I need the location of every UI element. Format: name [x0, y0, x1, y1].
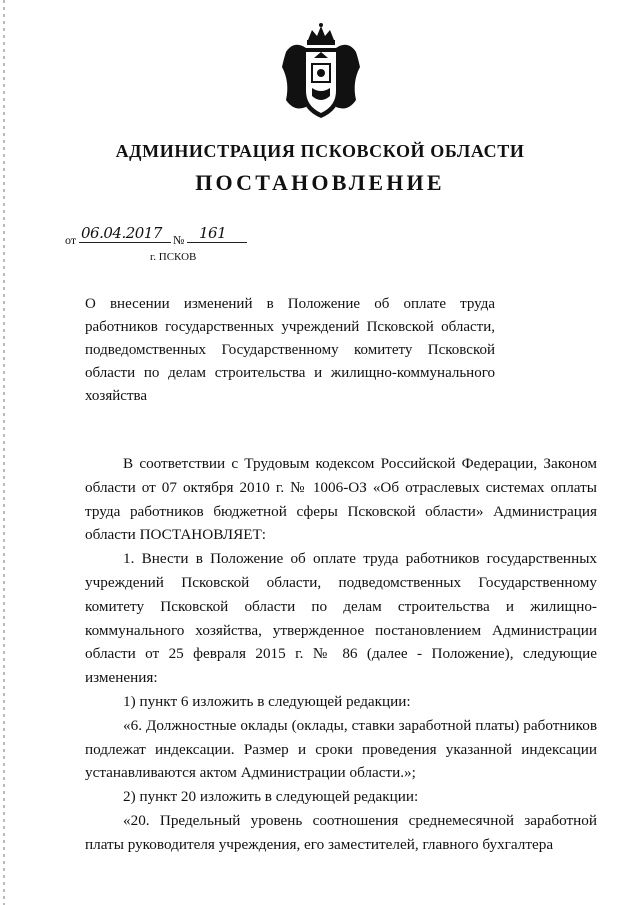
document-type: ПОСТАНОВЛЕНИЕ	[195, 170, 445, 195]
date-number-line	[65, 226, 265, 246]
document-body	[85, 452, 597, 857]
organization-name: АДМИНИСТРАЦИЯ ПСКОВСКОЙ ОБЛАСТИ	[115, 141, 525, 161]
paragraph: «20. Предельный уровень соотношения среднемесячной заработной платы руководителя учреждения, его заместителей, главного бухгалтера	[85, 811, 597, 853]
pskov-coat-of-arms-icon	[276, 22, 366, 122]
scan-edge	[3, 0, 5, 905]
paragraph: «6. Должностные оклады (оклады, ставки заработной платы) работников подлежат индексации. Размер и сроки проведения указанной индексации устанавливаются актом Администрации области.»;	[85, 716, 597, 782]
paragraph: 1. Внести в Положение об оплате труда работников государственных учреждений Псковской области, подведомственных Государственному комитету Псковской области по делам строительства и жилищно-коммунального хозяйства, утвержденное постановлением Администрации области от 25 февраля 2015 г. № 86 (далее - Положение), следующие изменения:	[85, 550, 597, 687]
number-value: 161	[199, 224, 227, 242]
number-underline	[187, 242, 247, 243]
paragraph: В соответствии с Трудовым кодексом Российской Федерации, Законом области от 07 октября 2010 г. № 1006-ОЗ «Об отраслевых системах оплаты труда работников бюджетной сферы Псковской области» Администрация области ПОСТАНОВЛЯЕТ:	[85, 455, 597, 544]
document-subject: О внесении изменений в Положение об оплате труда работников государственных учреждений Псковской области, подведомственных Государственному комитету Псковской области по делам строительства и жилищно-коммунального хозяйства	[85, 296, 495, 404]
paragraph: 1) пункт 6 изложить в следующей редакции:	[123, 692, 411, 710]
city-label: г. ПСКОВ	[150, 251, 197, 263]
date-label: от	[65, 233, 77, 247]
date-value: 06.04.2017	[81, 224, 162, 242]
paragraph: 2) пункт 20 изложить в следующей редакции:	[123, 788, 419, 806]
date-underline	[79, 242, 171, 243]
number-label: №	[173, 233, 185, 247]
